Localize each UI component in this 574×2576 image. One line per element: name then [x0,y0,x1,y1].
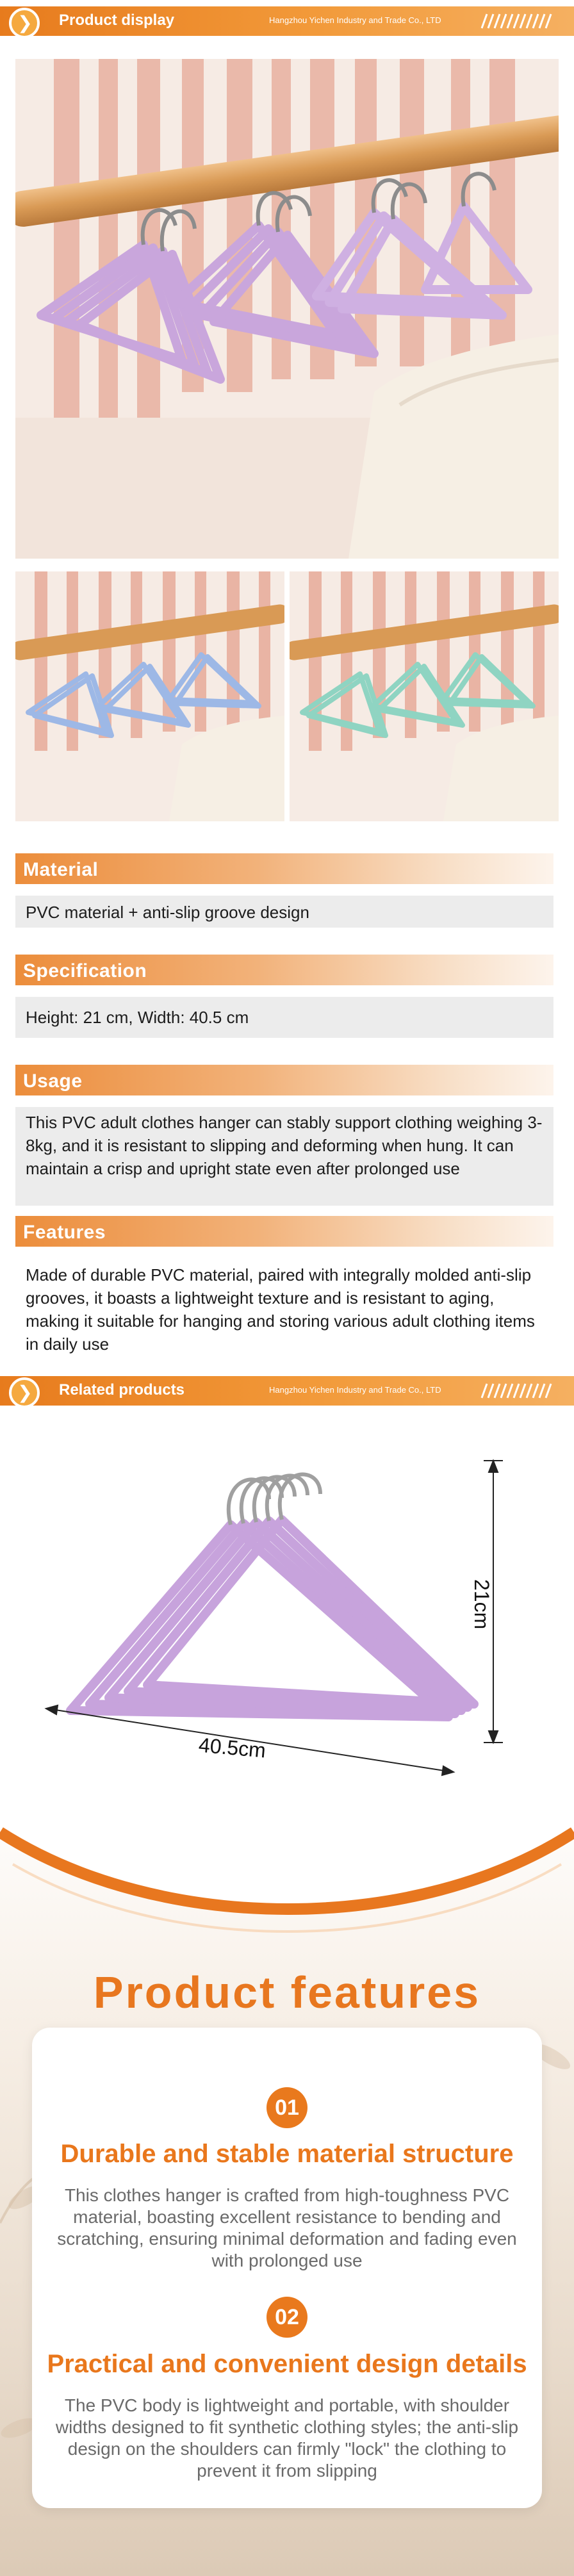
product-display-banner [0,0,574,46]
green-hanger-photo [290,571,559,821]
specification-heading: Specification [15,955,554,985]
blue-hanger-image [15,571,284,821]
hanger-photo-image [15,59,559,559]
usage-heading: Usage [15,1065,554,1095]
main-product-photo [15,59,559,559]
banner-company: Hangzhou Yichen Industry and Trade Co., LTD [269,1385,441,1395]
stripes-decoration [479,1382,555,1399]
feature-title: Durable and stable material structure [60,2140,514,2168]
feature-number-badge: 01 [266,2087,308,2128]
feature-description: This clothes hanger is crafted from high-toughness PVC material, boasting excellent resistance to bending and scratching, ensuring minimal deformation and fading even with prolonged use [57,2185,517,2270]
width-label: 40.5cm [197,1733,267,1762]
banner-company: Hangzhou Yichen Industry and Trade Co., LTD [269,15,441,25]
feature-description: The PVC body is lightweight and portable, with shoulder widths designed to fit synthetic clothing styles; the anti-slip design on the shoulders can firmly "lock" the clothing to prevent it from slipping [55,2395,519,2481]
chevron-right-icon: ❯ [9,1377,40,1408]
usage-text: This PVC adult clothes hanger can stably support clothing weighing 3-8kg, and it is resistant to slipping and deforming when hung. It can maintain a crisp and upright state even after prolonged use [15,1107,554,1206]
stripes-decoration [479,13,555,29]
product-features-title: Product features [93,1967,481,2017]
height-label: 21cm [470,1579,493,1630]
chevron-right-icon: ❯ [9,8,40,38]
specification-text: Height: 21 cm, Width: 40.5 cm [15,997,554,1038]
feature-number-badge: 02 [266,2297,308,2338]
features-heading: Features [15,1216,554,1247]
material-text: PVC material + anti-slip groove design [15,896,554,928]
banner-title: Related products [59,1381,185,1399]
green-hanger-image [290,571,559,821]
feature-title: Practical and convenient design details [47,2350,527,2378]
blue-hanger-photo [15,571,284,821]
dimension-diagram [0,1416,574,1800]
features-text: Made of durable PVC material, paired with integrally molded anti-slip grooves, it boasts a lightweight texture and is resistant to aging, making it suitable for hanging and storing various adult clothing items in daily use [15,1259,554,1356]
related-products-banner [0,1370,574,1416]
material-heading: Material [15,853,554,884]
banner-title: Product display [59,12,175,29]
